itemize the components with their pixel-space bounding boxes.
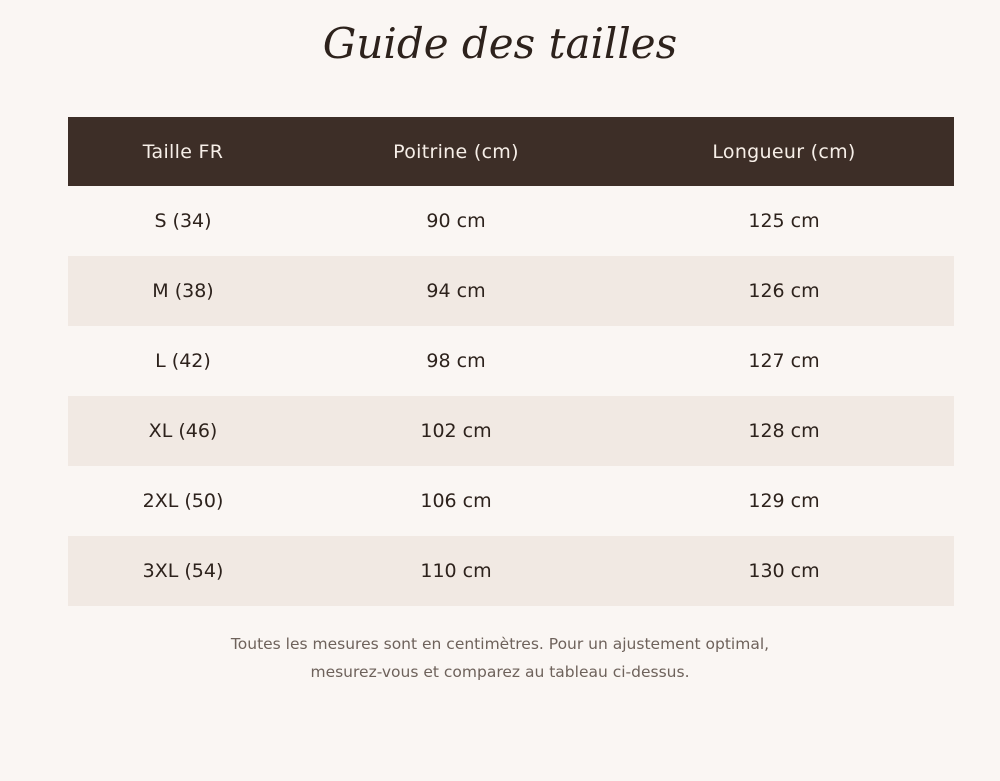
cell-chest: 102 cm [298,396,614,466]
header-chest: Poitrine (cm) [298,117,614,186]
cell-chest: 94 cm [298,256,614,326]
cell-size: L (42) [68,326,298,396]
cell-chest: 90 cm [298,186,614,256]
table-row [68,536,954,606]
cell-length: 130 cm [614,536,954,606]
cell-length: 125 cm [614,186,954,256]
cell-size: 3XL (54) [68,536,298,606]
note-line-1: Toutes les mesures sont en centimètres. Pour un ajustement optimal, [230,635,770,653]
cell-length: 128 cm [614,396,954,466]
header-size-fr: Taille FR [68,117,298,186]
page-title: Guide des tailles [322,19,678,68]
cell-size: M (38) [68,256,298,326]
table-row [68,326,954,396]
cell-length: 126 cm [614,256,954,326]
cell-length: 129 cm [614,466,954,536]
cell-size: XL (46) [68,396,298,466]
header-length: Longueur (cm) [614,117,954,186]
measurement-note [0,630,1000,686]
table-header-row [68,117,954,186]
cell-length: 127 cm [614,326,954,396]
table-row [68,466,954,536]
size-table [68,117,954,606]
cell-size: 2XL (50) [68,466,298,536]
cell-chest: 106 cm [298,466,614,536]
cell-size: S (34) [68,186,298,256]
note-line-2: mesurez-vous et comparez au tableau ci-dessus. [310,663,690,681]
table-row [68,186,954,256]
cell-chest: 98 cm [298,326,614,396]
cell-chest: 110 cm [298,536,614,606]
table-row [68,396,954,466]
table-row [68,256,954,326]
